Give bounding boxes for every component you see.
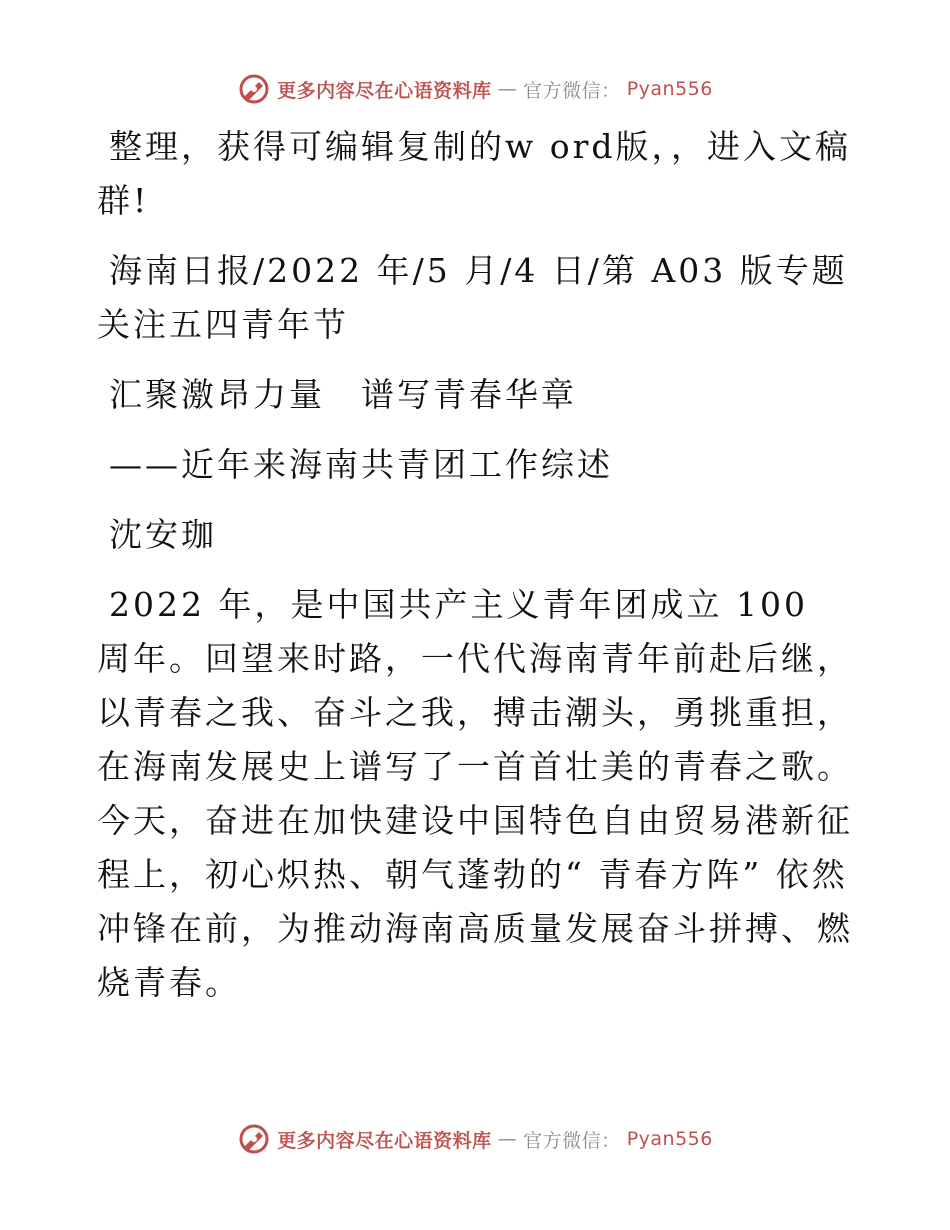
document-body [97, 120, 857, 1026]
article-paragraph: 2022 年，是中国共产主义青年团成立 100 周年。回望来时路，一代代海南青年前赴后继，以青春之我、奋斗之我，搏击潮头，勇挑重担，在海南发展史上谱写了一首首壮美的青春之歌。今天，奋进在加快建设中国特色自由贸易港新征程上，初心炽热、朝气蓬勃的“ 青春方阵” 依然冲锋在前，为推动海南高质量发展奋斗拼搏、燃烧青春。 [97, 585, 853, 1002]
article-author: 沈安珈 [109, 515, 217, 554]
watermark-slogan: 更多内容尽在心语资料库 [277, 1129, 492, 1152]
footer-watermark [0, 1122, 950, 1156]
pen-logo-icon [237, 1122, 271, 1156]
source-line: 海南日报/2022 年/5 月/4 日/第 A03 版专题 关注五四青年节 [97, 251, 848, 344]
header-watermark [0, 72, 950, 106]
watermark-wechat-label: 官方微信： [523, 79, 621, 102]
watermark-wechat-label: 官方微信： [523, 1129, 621, 1152]
watermark-wechat-id: Pyan556 [626, 78, 713, 100]
article-subtitle: ——近年来海南共青团工作综述 [109, 445, 613, 484]
article-title: 汇聚激昂力量 谱写青春华章 [109, 375, 577, 414]
pen-logo-icon [237, 72, 271, 106]
watermark-slogan: 更多内容尽在心语资料库 [277, 79, 492, 102]
watermark-dash: — [497, 78, 518, 100]
watermark-wechat-id: Pyan556 [626, 1128, 713, 1150]
intro-note: 整理，获得可编辑复制的w ord版，，进入文稿群! [97, 127, 852, 220]
watermark-dash: — [497, 1128, 518, 1150]
